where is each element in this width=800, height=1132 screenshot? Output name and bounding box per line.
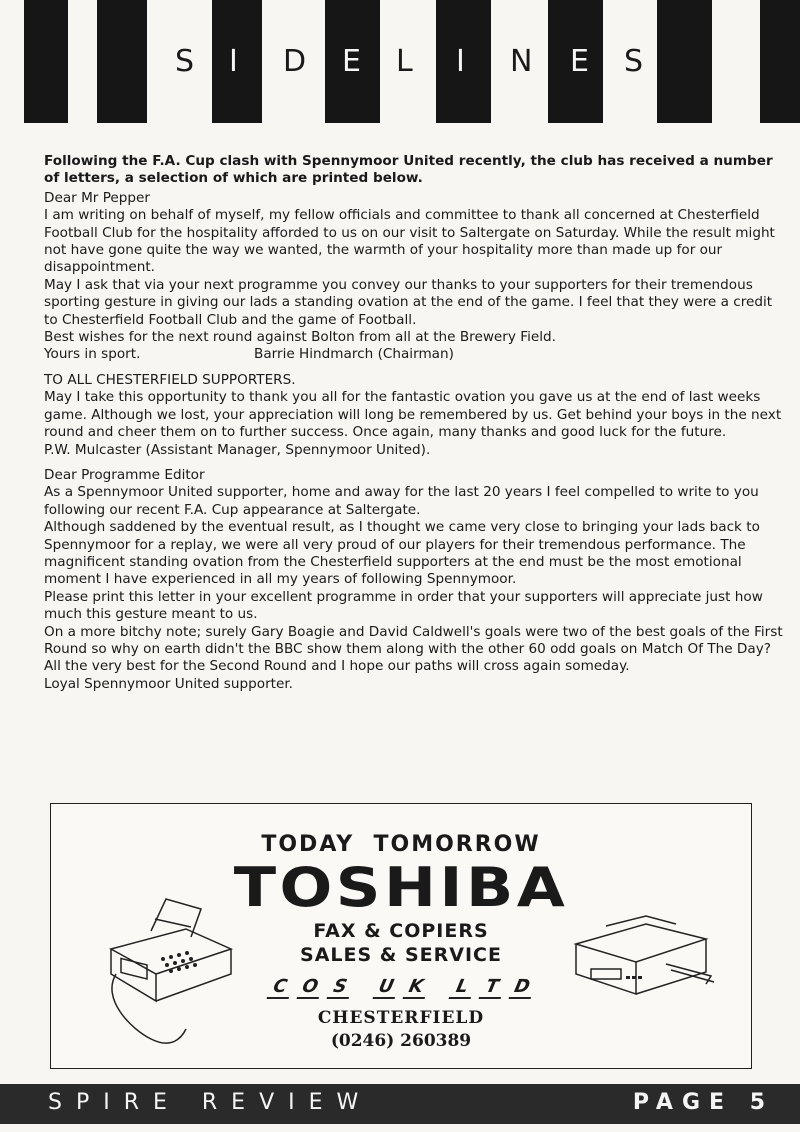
toshiba-advert <box>50 803 752 1069</box>
company-letter: T <box>479 976 506 999</box>
header-stripe <box>97 0 147 123</box>
letter-assistant-manager <box>44 372 784 459</box>
advert-line: SALES & SERVICE <box>300 944 502 966</box>
section-title <box>160 38 700 88</box>
advert-phone: (0246) 260389 <box>330 1031 472 1051</box>
header-stripe <box>24 0 68 123</box>
letter-paragraph: I am writing on behalf of myself, my fellow officials and committee to thank all concerned at Chesterfield Football Club for the hospitality afforded to us on our visit to Saltergate on Saturday. While the result might not have gone quite the way we wanted, the warmth of your hospitality more than made up for our disappointment. <box>44 207 775 276</box>
company-letter: L <box>449 976 476 999</box>
title-letter: I <box>229 44 238 79</box>
title-letter: E <box>342 44 361 79</box>
letter-signature: Loyal Spennymoor United supporter. <box>44 675 294 692</box>
company-letter: U <box>373 976 400 999</box>
title-letter: D <box>283 44 307 79</box>
page-number: PAGE 5 <box>632 1090 774 1115</box>
letter-paragraph: Best wishes for the next round against Bolton from all at the Brewery Field. <box>44 329 556 346</box>
letter-paragraph: May I take this opportunity to thank you all for the fantastic ovation you gave us at the end of last weeks game. Although we lost, your appreciation will long be remembered by us. Get behind your boys in the next round and cheer them on to further success. Once again, many thanks and good luck for the future. <box>44 389 782 441</box>
letter-signature: P.W. Mulcaster (Assistant Manager, Spennymoor United). <box>44 441 431 458</box>
header-stripe <box>760 0 800 123</box>
page-footer <box>0 1084 800 1124</box>
company-letter: C <box>267 976 294 999</box>
title-letter: N <box>510 44 533 79</box>
advert-line: FAX & COPIERS <box>313 920 489 942</box>
letter-paragraph: On a more bitchy note; surely Gary Boagie and David Caldwell's goals were two of the best goals of the First Round so why on earth didn't the BBC show them along with the other 60 odd goals on Match Of The Day? <box>44 623 783 657</box>
letter-supporter <box>44 467 784 693</box>
title-letter: S <box>175 44 195 79</box>
letter-closing: Yours in sport. <box>44 346 141 363</box>
company-letter: S <box>327 976 354 999</box>
title-letter: I <box>456 44 465 79</box>
advert-brand: TOSHIBA <box>233 856 569 919</box>
letter-paragraph: As a Spennymoor United supporter, home and away for the last 20 years I feel compelled to write to you following our recent F.A. Cup appearance at Saltergate. <box>44 484 759 518</box>
company-letter: O <box>297 976 324 999</box>
letter-salutation: Dear Programme Editor <box>44 466 205 483</box>
title-letter: S <box>624 44 644 79</box>
letter-paragraph: Please print this letter in your excellent programme in order that your supporters will appreciate just how much this gesture meant to us. <box>44 588 763 623</box>
company-gap <box>433 976 446 999</box>
letter-chairman <box>44 190 784 364</box>
company-letter: K <box>403 976 430 999</box>
publication-name: SPIRE REVIEW <box>48 1090 373 1115</box>
fax-machine-icon <box>91 889 241 1059</box>
letter-signoff <box>44 346 784 363</box>
advert-city: CHESTERFIELD <box>317 1008 485 1028</box>
advert-tagline: TODAY TOMORROW <box>261 832 541 857</box>
title-letter: L <box>396 44 413 79</box>
intro-text: Following the F.A. Cup clash with Spennymoor United recently, the club has received a number of letters, a selection of which are printed below. <box>44 153 773 187</box>
letter-signature: Barrie Hindmarch (Chairman) <box>254 346 454 363</box>
title-letter: E <box>570 44 589 79</box>
letter-paragraph: May I ask that via your next programme you convey our thanks to your supporters for their tremendous sporting gesture in giving our lads a standing ovation at the end of the game. I feel that they were a credit to Chesterfield Football Club and the game of Football. <box>44 276 773 328</box>
company-gap <box>357 976 370 999</box>
letter-paragraph: All the very best for the Second Round and I hope our paths will cross again someday. <box>44 658 630 675</box>
letter-salutation: Dear Mr Pepper <box>44 189 150 206</box>
letter-salutation: TO ALL CHESTERFIELD SUPPORTERS. <box>44 371 296 388</box>
article-body <box>44 153 784 701</box>
company-letter: D <box>509 976 536 999</box>
letter-paragraph: Although saddened by the eventual result, as I thought we came very close to bringing your lads back to Spennymoor for a replay, we were all very proud of our players for their tremendous performance. The magnificent standing ovation from the Chesterfield supporters at the end must be the most emotional moment I have experienced in all my years of following Spennymoor. <box>44 519 760 588</box>
copier-icon <box>566 914 716 1004</box>
